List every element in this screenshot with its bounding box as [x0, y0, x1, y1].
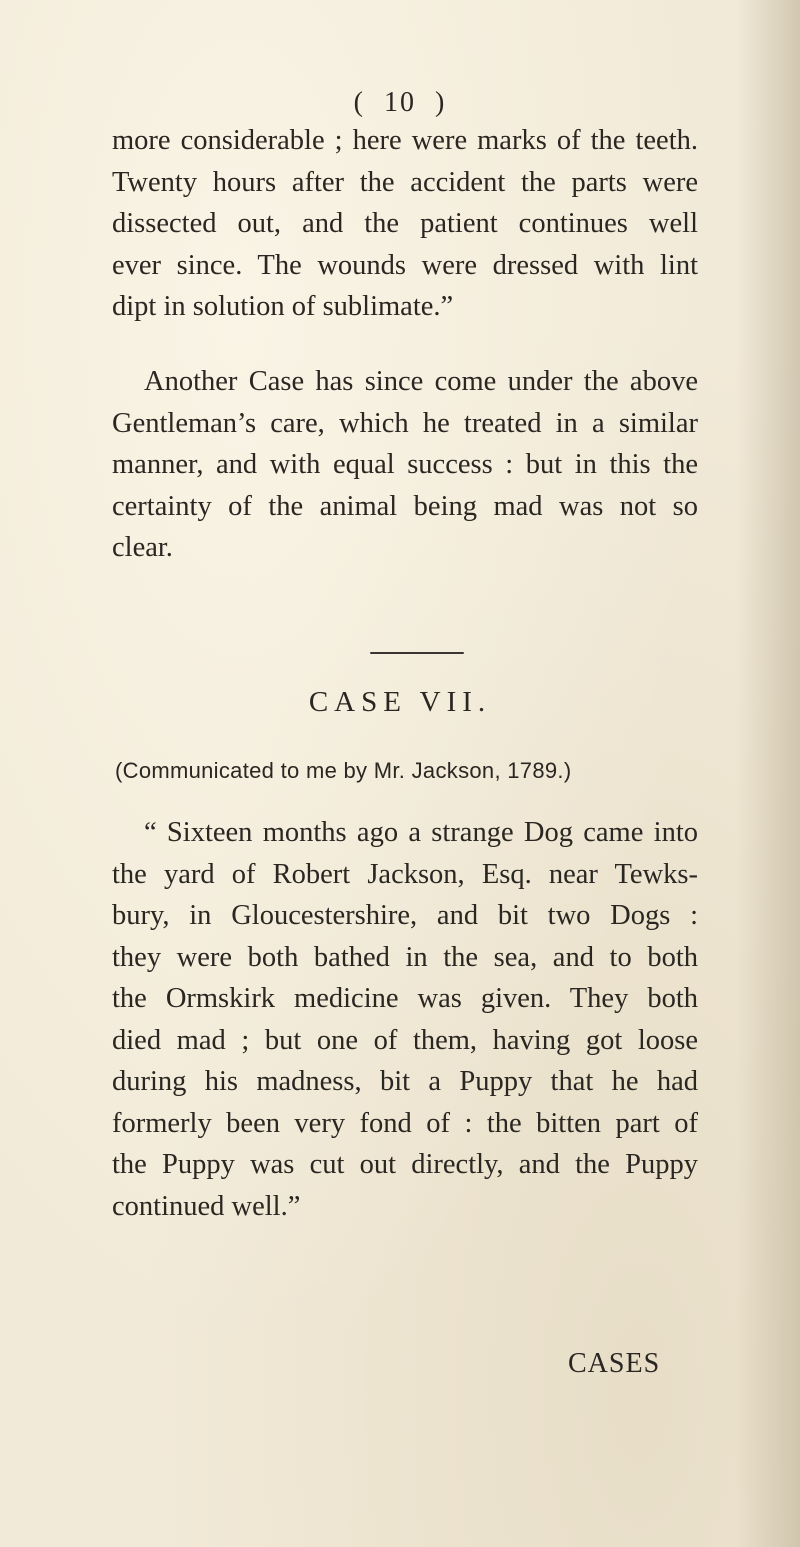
text-line: bury, in Gloucestershire, and bit two Dogs : [112, 900, 698, 931]
text-line: during his madness, bit a Puppy that he had [112, 1066, 698, 1097]
text-line: certainty of the animal being mad was not so [112, 490, 698, 522]
case-heading: CASE VII. [308, 686, 492, 718]
text-line: Another Case has since come under the above [144, 366, 698, 397]
paragraph-another-case [112, 361, 698, 569]
text-line: they were both bathed in the sea, and to both [112, 941, 698, 973]
text-line: ever since. The wounds were dressed with lint [112, 249, 698, 281]
text-line: “ Sixteen months ago a strange Dog came into [144, 817, 698, 848]
paragraph-continuation [112, 120, 698, 328]
text-line: formerly been very fond of : the bitten part of [112, 1107, 698, 1139]
text-line: manner, and with equal success : but in this the [112, 449, 698, 480]
text-line: dipt in solution of sublimate.” [112, 291, 454, 322]
section-divider-rule [370, 652, 464, 654]
catchword: CASES [568, 1348, 661, 1379]
text-line: the Ormskirk medicine was given. They both [112, 983, 698, 1014]
text-line: more considerable ; here were marks of the teeth. [112, 125, 698, 156]
communication-note: (Communicated to me by Mr. Jackson, 1789.) [115, 758, 572, 783]
paragraph-case-vii [112, 812, 698, 1227]
text-line: Twenty hours after the accident the parts were [112, 166, 698, 198]
text-line: Gentleman’s care, which he treated in a similar [112, 407, 698, 439]
page-number: ( 10 ) [353, 87, 447, 118]
text-line: the Puppy was cut out directly, and the Puppy [112, 1149, 698, 1180]
text-line: the yard of Robert Jackson, Esq. near Tewks- [112, 858, 698, 890]
text-line: dissected out, and the patient continues well [112, 208, 698, 239]
text-line: continued well.” [112, 1190, 301, 1222]
text-line: died mad ; but one of them, having got loose [112, 1024, 698, 1056]
text-line: clear. [112, 532, 173, 563]
